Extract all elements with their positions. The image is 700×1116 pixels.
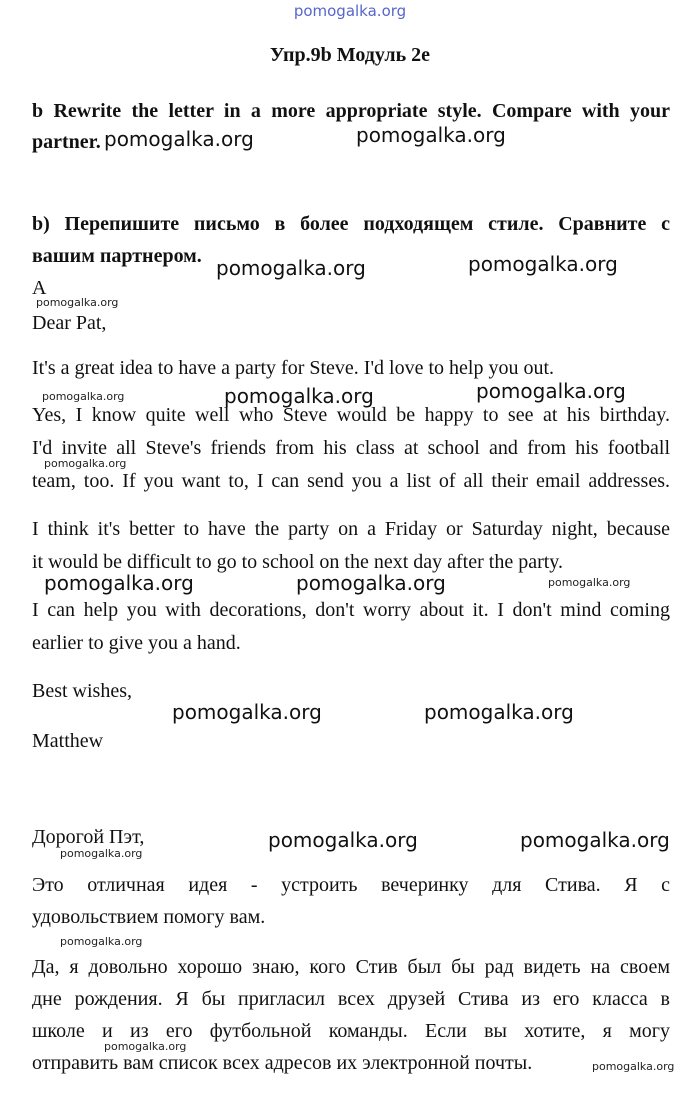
watermark: pomogalka.org bbox=[356, 123, 506, 147]
task-instruction-ru-line2: вашим партнером. bbox=[32, 245, 202, 267]
watermark: pomogalka.org bbox=[224, 384, 374, 408]
letter-paragraph-3-line2: it would be difficult to go to school on the next day after the party. bbox=[32, 551, 563, 573]
watermark: pomogalka.org bbox=[476, 379, 626, 403]
task-instruction-en-line2: partner. bbox=[32, 131, 101, 153]
letter-greeting: Dear Pat, bbox=[32, 312, 107, 334]
letter-paragraph-4-line1: I can help you with decorations, don't worry about it. I don't mind coming bbox=[32, 599, 670, 621]
letter-label: A bbox=[32, 277, 47, 299]
translation-paragraph-1-line1: Это отличная идея - устроить вечеринку для Стива. Я с bbox=[32, 874, 670, 896]
watermark: pomogalka.org bbox=[60, 847, 143, 860]
exercise-title: Упр.9b Модуль 2е bbox=[269, 44, 431, 66]
letter-paragraph-1: It's a great idea to have a party for Steve. I'd love to help you out. bbox=[32, 357, 555, 379]
translation-greeting: Дорогой Пэт, bbox=[32, 826, 145, 848]
watermark: pomogalka.org bbox=[424, 700, 574, 724]
translation-paragraph-2-line1: Да, я довольно хорошо знаю, кого Стив был бы рад видеть на своем bbox=[32, 956, 670, 978]
task-instruction-en-line1: b Rewrite the letter in a more appropriate style. Compare with your bbox=[32, 100, 670, 122]
letter-paragraph-4-line2: earlier to give you a hand. bbox=[32, 632, 241, 654]
watermark: pomogalka.org bbox=[44, 457, 127, 470]
watermark: pomogalka.org bbox=[60, 935, 143, 948]
letter-signature: Matthew bbox=[32, 730, 104, 752]
watermark: pomogalka.org bbox=[296, 571, 446, 595]
watermark: pomogalka.org bbox=[42, 390, 125, 403]
watermark: pomogalka.org bbox=[104, 127, 254, 151]
watermark: pomogalka.org bbox=[548, 576, 631, 589]
task-instruction-ru-line1: b) Перепишите письмо в более подходящем стиле. Сравните с bbox=[32, 213, 670, 235]
watermark: pomogalka.org bbox=[172, 700, 322, 724]
letter-closing: Best wishes, bbox=[32, 680, 132, 702]
watermark: pomogalka.org bbox=[44, 571, 194, 595]
translation-paragraph-2-line4: отправить вам список всех адресов их электронной почты. bbox=[32, 1052, 533, 1074]
watermark: pomogalka.org bbox=[592, 1060, 675, 1073]
site-header[interactable]: pomogalka.org bbox=[293, 2, 407, 20]
translation-paragraph-2-line2: дне рождения. Я бы пригласил всех друзей Стива из его класса в bbox=[32, 988, 670, 1010]
translation-paragraph-1-line2: удовольствием помогу вам. bbox=[32, 906, 266, 928]
watermark: pomogalka.org bbox=[36, 296, 119, 309]
watermark: pomogalka.org bbox=[468, 252, 618, 276]
watermark: pomogalka.org bbox=[104, 1040, 187, 1053]
watermark: pomogalka.org bbox=[216, 256, 366, 280]
watermark: pomogalka.org bbox=[520, 828, 670, 852]
letter-paragraph-2-line3: team, too. If you want to, I can send you a list of all their email addresses. bbox=[32, 470, 670, 492]
letter-paragraph-2-line1: Yes, I know quite well who Steve would be happy to see at his birthday. bbox=[32, 404, 670, 426]
watermark: pomogalka.org bbox=[268, 828, 418, 852]
translation-paragraph-2-line3: школе и из его футбольной команды. Если вы хотите, я могу bbox=[32, 1020, 670, 1042]
letter-paragraph-3-line1: I think it's better to have the party on a Friday or Saturday night, because bbox=[32, 518, 670, 540]
letter-paragraph-2-line2: I'd invite all Steve's friends from his class at school and from his football bbox=[32, 437, 670, 459]
